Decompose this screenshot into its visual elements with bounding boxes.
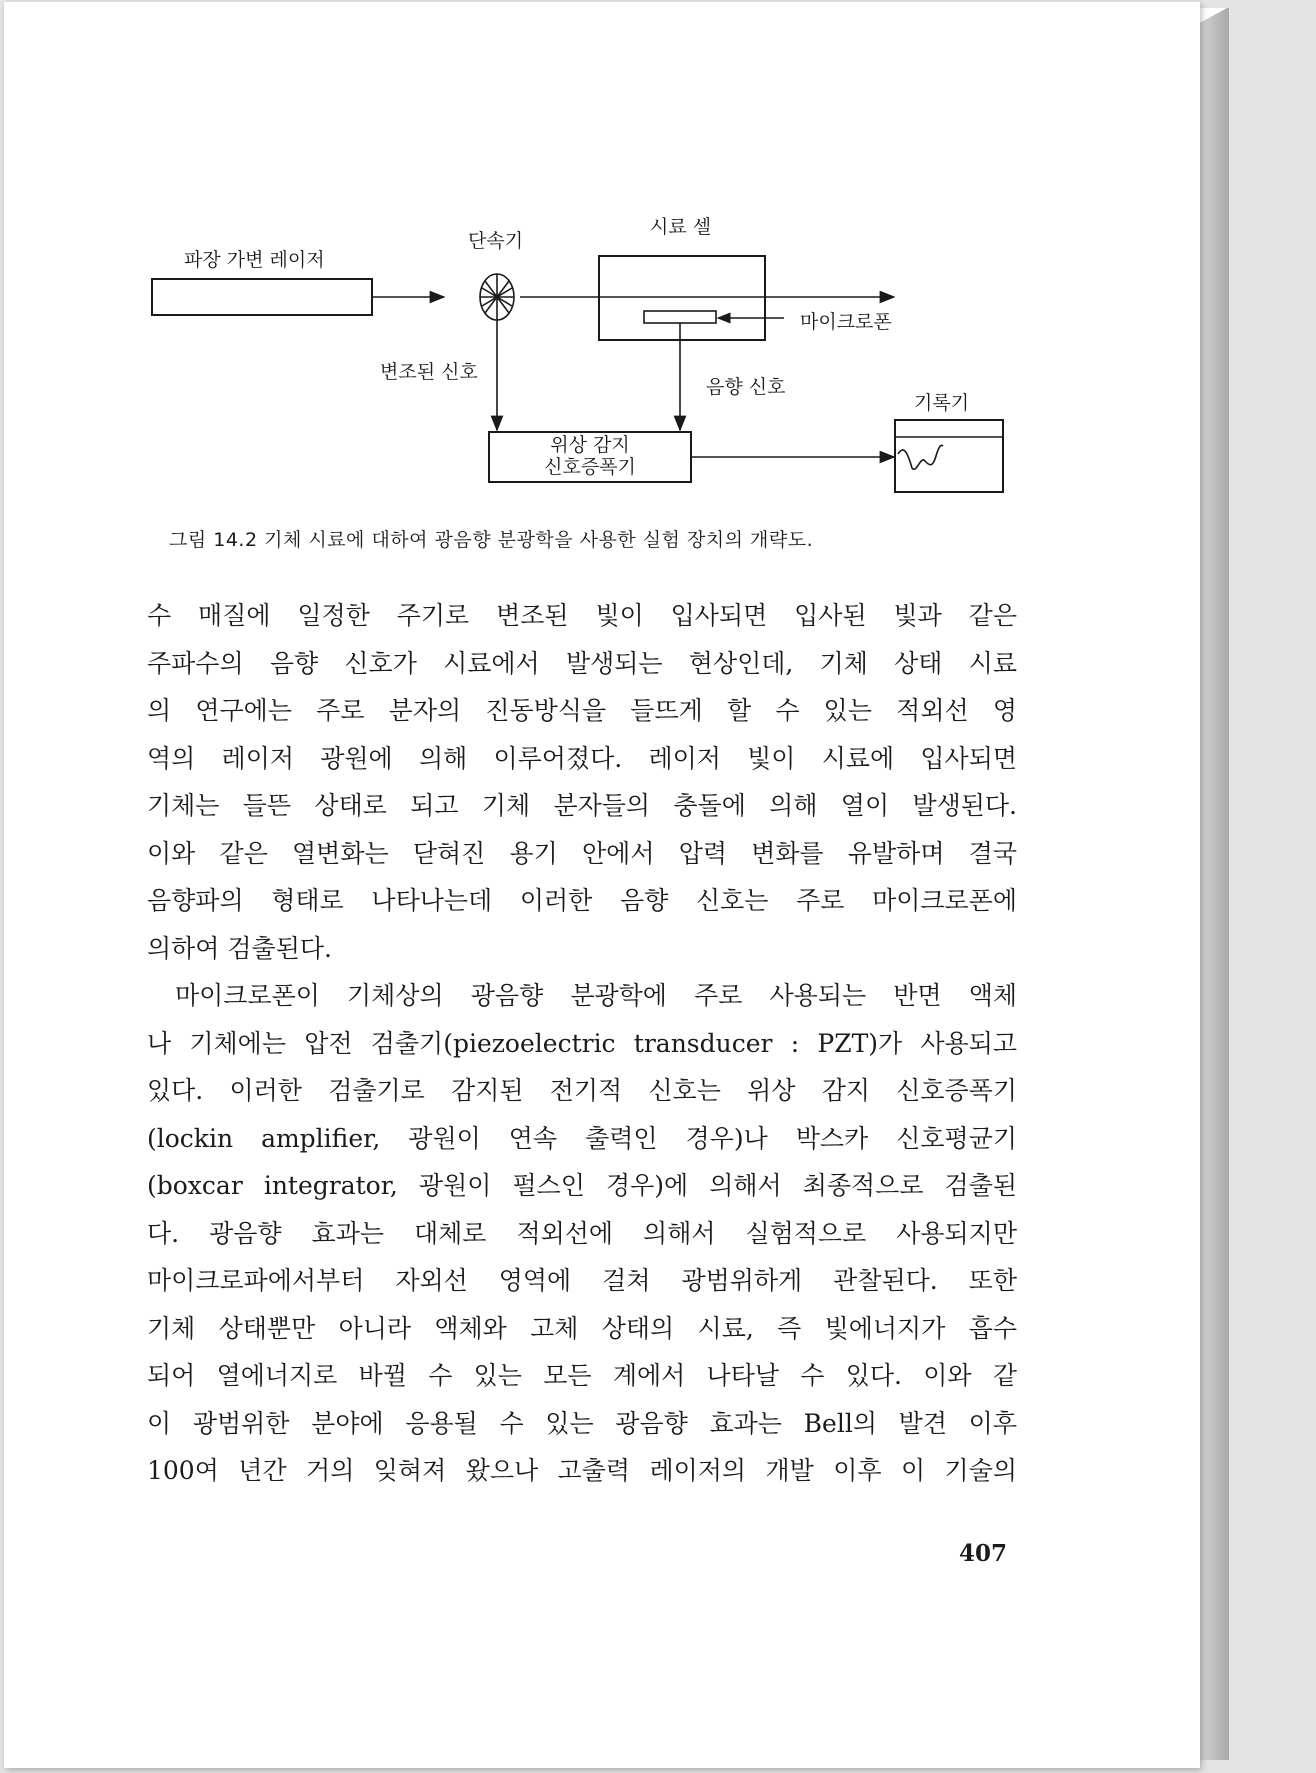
text-line: 수 매질에 일정한 주기로 변조된 빛이 입사되면 입사된 빛과 같은 [147, 601, 1017, 630]
lockin-label-line1: 위상 감지 [550, 434, 630, 456]
text-line: 이와 같은 열변화는 닫혀진 용기 안에서 압력 변화를 유발하며 결국 [147, 838, 1017, 868]
figure-caption: 그림 14.2 기체 시료에 대하여 광음향 분광학을 사용한 실험 장치의 개략도. [169, 529, 814, 551]
chopper-label: 단속기 [468, 230, 524, 252]
paragraph-2 [147, 972, 1017, 1495]
text-line: 의하여 검출된다. [147, 933, 332, 963]
text-line: (boxcar integrator, 광원이 펄스인 경우)에 의해서 최종적으로 검출된 [147, 1171, 1017, 1200]
microphone-element [644, 311, 716, 323]
paragraph-1 [147, 592, 1017, 972]
acoustic-signal-label: 음향 신호 [706, 376, 786, 398]
sample-cell-box [599, 256, 765, 340]
book-page [4, 2, 1200, 1768]
text-line: 의 연구에는 주로 분자의 진동방식을 들뜨게 할 수 있는 적외선 영 [147, 696, 1017, 725]
sample-cell-label: 시료 셀 [650, 216, 712, 238]
text-line: 나 기체에는 압전 검출기(piezoelectric transducer : PZT)가 사용되고 [147, 1028, 1017, 1058]
lockin-label-line2: 신호증폭기 [544, 456, 636, 478]
text-line: 기체 상태뿐만 아니라 액체와 고체 상태의 시료, 즉 빛에너지가 흡수 [147, 1313, 1017, 1343]
text-line: 다. 광음향 효과는 대체로 적외선에 의해서 실험적으로 사용되지만 [147, 1218, 1017, 1248]
lockin-label [489, 434, 691, 478]
text-line: 있다. 이러한 검출기로 감지된 전기적 신호는 위상 감지 신호증폭기 [147, 1076, 1017, 1105]
text-line: 마이크로폰이 기체상의 광음향 분광학에 주로 사용되는 반면 액체 [175, 981, 1017, 1010]
text-line: 되어 열에너지로 바뀔 수 있는 모든 계에서 나타날 수 있다. 이와 같 [147, 1361, 1017, 1390]
microphone-label: 마이크로폰 [800, 311, 892, 333]
page-stack-edge [1200, 8, 1229, 1760]
page-number: 407 [959, 1540, 1008, 1567]
text-line: 주파수의 음향 신호가 시료에서 발생되는 현상인데, 기체 상태 시료 [147, 648, 1017, 678]
text-line: (lockin amplifier, 광원이 연속 출력인 경우)나 박스카 신호평균기 [147, 1123, 1017, 1153]
chopper-wheel [480, 274, 514, 320]
modulated-signal-label: 변조된 신호 [380, 361, 478, 383]
recorder-label: 기록기 [914, 392, 970, 414]
apparatus-diagram [144, 216, 1024, 502]
laser-box [152, 279, 372, 315]
text-line: 역의 레이저 광원에 의해 이루어졌다. 레이저 빛이 시료에 입사되면 [147, 743, 1017, 773]
text-line: 이 광범위한 분야에 응용될 수 있는 광음향 효과는 Bell의 발견 이후 [147, 1408, 1017, 1438]
text-line: 100여 년간 거의 잊혀져 왔으나 고출력 레이저의 개발 이후 이 기술의 [147, 1456, 1017, 1485]
text-line: 기체는 들뜬 상태로 되고 기체 분자들의 충돌에 의해 열이 발생된다. [147, 791, 1017, 820]
text-line: 음향파의 형태로 나타나는데 이러한 음향 신호는 주로 마이크로폰에 [147, 886, 1017, 915]
text-line: 마이크로파에서부터 자외선 영역에 걸쳐 광범위하게 관찰된다. 또한 [147, 1266, 1017, 1295]
recorder-trace [898, 445, 943, 469]
recorder-box [895, 420, 1003, 492]
laser-label: 파장 가변 레이저 [184, 249, 325, 271]
body-text [147, 592, 1017, 1495]
